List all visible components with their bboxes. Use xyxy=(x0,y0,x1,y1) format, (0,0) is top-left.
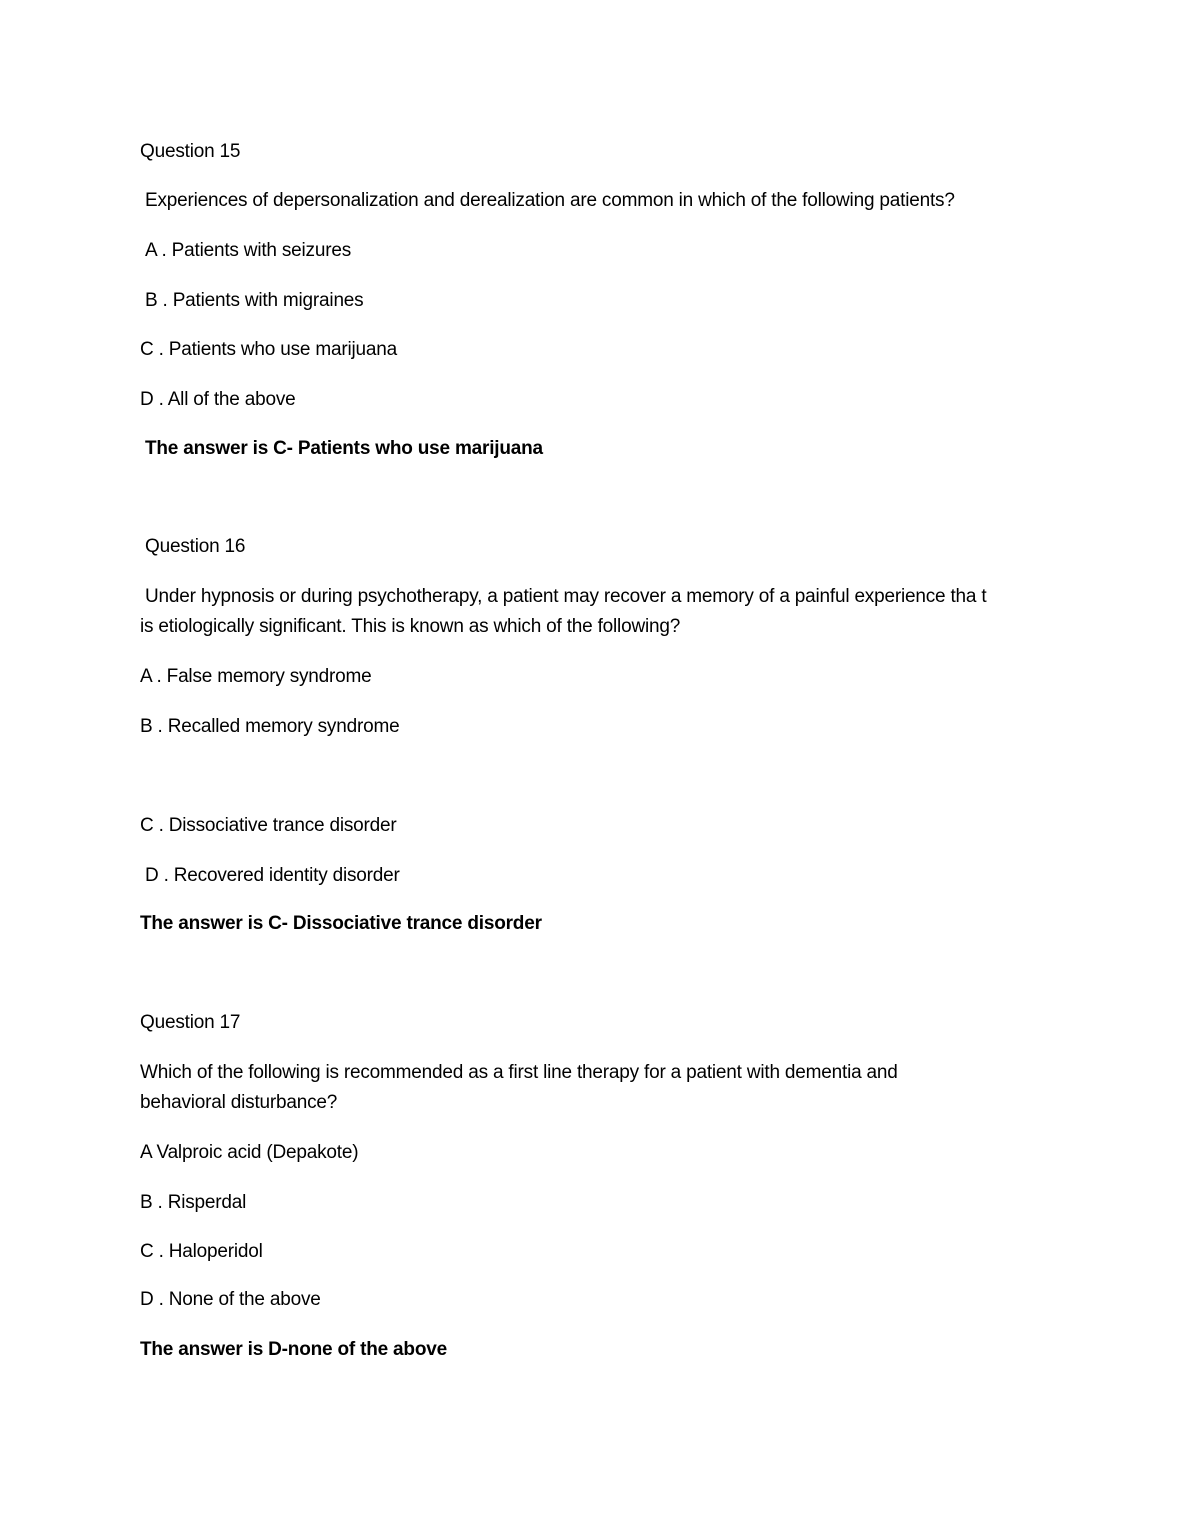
question-17-answer: The answer is D-none of the above xyxy=(140,1339,447,1360)
question-15-option-b: B . Patients with migraines xyxy=(145,290,364,311)
question-17-option-c: C . Haloperidol xyxy=(140,1241,263,1262)
question-17-option-d: D . None of the above xyxy=(140,1289,321,1310)
question-16-option-b: B . Recalled memory syndrome xyxy=(140,716,400,737)
question-17-prompt-line1: Which of the following is recommended as a first line therapy for a patient with dementia and xyxy=(140,1062,898,1083)
question-17-option-b: B . Risperdal xyxy=(140,1192,247,1213)
question-17-option-a: A Valproic acid (Depakote) xyxy=(140,1142,359,1163)
question-17-title: Question 17 xyxy=(140,1012,241,1033)
question-15-option-c: C . Patients who use marijuana xyxy=(140,339,397,360)
question-17-prompt-line2: behavioral disturbance? xyxy=(140,1092,338,1113)
question-16-prompt-line2: is etiologically significant. This is known as which of the following? xyxy=(140,616,681,637)
question-15-prompt: Experiences of depersonalization and derealization are common in which of the following patients? xyxy=(145,190,955,211)
question-15-option-a: A . Patients with seizures xyxy=(145,240,352,261)
question-16-option-d: D . Recovered identity disorder xyxy=(145,865,400,886)
question-16-answer: The answer is C- Dissociative trance disorder xyxy=(140,913,542,934)
question-16-prompt-line1: Under hypnosis or during psychotherapy, a patient may recover a memory of a painful experience tha t xyxy=(145,586,987,607)
question-15-title: Question 15 xyxy=(140,141,241,162)
question-16-option-a: A . False memory syndrome xyxy=(140,666,372,687)
question-16-title: Question 16 xyxy=(145,536,246,557)
question-16-option-c: C . Dissociative trance disorder xyxy=(140,815,397,836)
question-15-answer: The answer is C- Patients who use marijuana xyxy=(145,438,543,459)
question-15-option-d: D . All of the above xyxy=(140,389,296,410)
